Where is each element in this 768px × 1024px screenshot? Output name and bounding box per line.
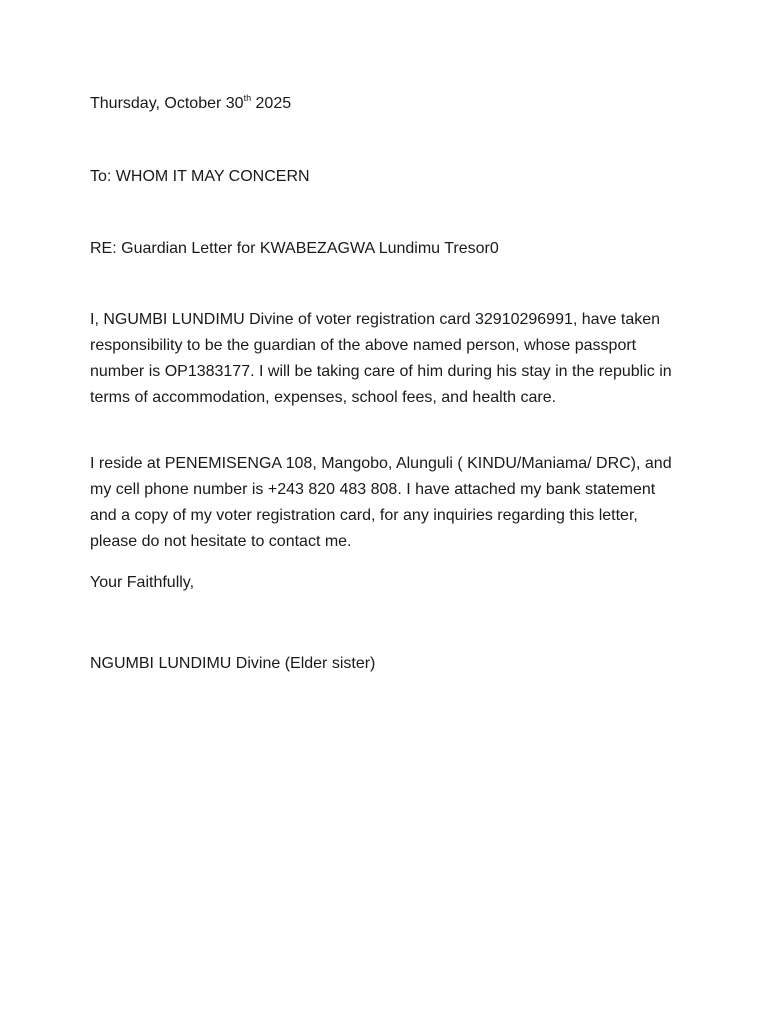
body-paragraph-1: I, NGUMBI LUNDIMU Divine of voter registration card 32910296991, have taken responsibility to be the guardian of the above named person, whose passport number is OP1383177. I will be taking care of him during his stay in the republic in terms of accommodation, expenses, school fees, and health care. [90, 311, 672, 406]
date-ordinal-suffix: th [243, 92, 252, 103]
recipient-line: To: WHOM IT MAY CONCERN [90, 168, 310, 185]
date-year: 2025 [251, 95, 292, 112]
letter-date [90, 91, 291, 117]
closing-line: Your Faithfully, [90, 574, 195, 591]
subject-line: RE: Guardian Letter for KWABEZAGWA Lundimu Tresor0 [90, 240, 499, 257]
date-prefix: Thursday, October 30 [90, 95, 244, 112]
body-paragraph-2: I reside at PENEMISENGA 108, Mangobo, Alunguli ( KINDU/Maniama/ DRC), and my cell phone number is +243 820 483 808. I have attached my bank statement and a copy of my voter registration card, for any inquiries regarding this letter, please do not hesitate to contact me. [90, 455, 672, 550]
signature-name: NGUMBI LUNDIMU Divine (Elder sister) [90, 655, 376, 672]
